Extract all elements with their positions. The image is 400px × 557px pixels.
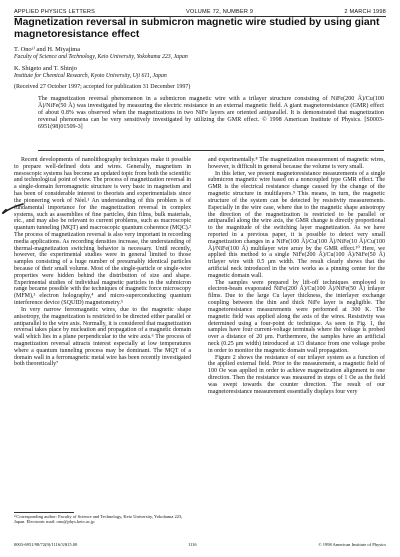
article-title: Magnetization reversal in submicron magnetic wire studied by using giant magnetoresistance effect (14, 17, 380, 41)
authors-first: T. Onoᵃ⁾ and H. Miyajima (14, 46, 81, 53)
page-number: 1116 (188, 542, 197, 547)
left-column (14, 157, 191, 368)
authors-second: K. Shigeto and T. Shinjo (14, 65, 77, 72)
right-column (208, 157, 385, 395)
right-paragraph-3: The samples were prepared by lift-off techniques employed to electron-beam evaporated NiFe(200 Å)/Cu(100 Å)/NiFe(50 Å) trilayer films. Due to the large Cu layer thickness, the interlayer exchange coupling between the thin and thick NiFe layer is negligible. The magnetoresistance measurements were performed at 300 K. The magnetic field was applied along the axis of the wires. Resistivity was determined using a four-point dc technique. As seen in Fig. 1, the samples have four current-voltage terminals where the voltage is probed over a distance of 20 μm. Furthermore, the samples have an artificial neck (0.25 μm width) introduced at 1/3 distance from one voltage probe in order to monitor the magnetic domain wall propagation. (208, 279, 385, 354)
left-paragraph-2: In very narrow ferromagnetic wires, due to the magnetic shape anisotropy, the magnetization is restricted to be directed either parallel or antiparallel to the wire axis. Normally, it is considered that magnetization reversal takes place by nucleation and propagation of a magnetic domain wall which lies in a plane perpendicular to the wire axis.⁶ The process of magnetization reversal attracts interest especially at low temperatures where a quantum tunneling process may be dominant. The MQT of a domain wall in a ferromagnetic metal wire has been recently investigated both theoretically⁷ (14, 306, 191, 368)
journal-name: APPLIED PHYSICS LETTERS (14, 9, 96, 15)
received-dates: (Received 27 October 1997; accepted for publication 31 December 1997) (14, 84, 191, 90)
article-code: 0003-6951/98/72(9)/1116/3/$15.00 (14, 542, 78, 547)
affiliation-second: Institute for Chemical Research, Kyoto University, Uji 611, Japan (14, 73, 167, 79)
corresponding-author-footnote: ᵃ⁾Corresponding author: Faculty of Science and Technology, Keio University, Yokohama 223, Japan. Electronic mail: ono@phys.keio.ac.jp (14, 514, 183, 525)
copyright: © 1998 American Institute of Physics (318, 542, 386, 547)
volume-number: VOLUME 72, NUMBER 9 (186, 9, 254, 15)
left-paragraph-1: Recent developments of nanolithography techniques make it possible to prepare well-defined dots and wires. Generally, magnetism in mesoscopic systems has become an updated topic from both the scientific and technological point of view. The process of magnetization reversal in a single-domain ferromagnetic structure is very basic in magnetism and has been of considerable interest to theorists and experimentalists since the pioneering work of Néel.¹ An understanding of this problem is of fundamental importance for the magnetization reversal in complex systems, such as assemblies of fine particles, thin films, bulk materials, etc., and may also be relevant to current problems, such as macroscopic quantum tunneling (MQT) and macroscopic quantum coherence (MQC).² The process of magnetization reversal is also very important in recording media applications. As recording densities increase, the understanding of thermal-magnetization switching behavior is necessary. Until recently, however, the experimental studies were in general limited to those samples consisting of a huge number of presumably identical particles because of their small volume. Most of the single-particle or single-wire properties were hidden behind the distribution of size and shape. Experimental studies of individual magnetic particles in the submicron range became possible with the techniques of magnetic force microscopy (MFM),³ electron holography,⁴ and micro-superconducting quantum interference device (SQUID) magnetometry.⁵ (14, 157, 191, 307)
pencil-mark-icon (1, 203, 27, 215)
abstract-rule (38, 150, 384, 151)
right-paragraph-2: In this letter, we present magnetoresistance measurements of a single submicron magnetic wire based on a noncoupled type GMR effect. The GMR is the electrical resistance change caused by the change of the magnetic structure in multilayers.⁹ This means, in turn, the magnetic structure of the system can be detected by resistivity measurements. Especially in the wire case, where due to the magnetic shape anisotropy the direction of the magnetization is restricted to be parallel or antiparallel along the wire axis, the GMR change is directly proportional to the magnitude of the switching layer magnetization. As we have reported in a previous paper, it is possible to detect very small magnetization changes in a NiFe(100 Å)/Cu(100 Å)/NiFe(10 Å)/Cu(100 Å)/NiFe(100 Å) multilayer wire array by the GMR effect.¹⁰ Here, we applied this method to a single NiFe(200 Å)/Cu(100 Å)/NiFe(50 Å) trilayer wire with 0.5 μm width. The result clearly shows that the artificial neck introduced in the wire works as a pinning center for the magnetic domain wall. (208, 170, 385, 279)
issue-date: 2 MARCH 1998 (344, 9, 386, 15)
affiliation-first: Faculty of Science and Technology, Keio University, Yokohama 223, Japan (14, 54, 188, 60)
right-paragraph-4: Figure 2 shows the resistance of our trilayer system as a function of the applied external field. Prior to the measurement, a magnetic field of 100 Oe was applied in order to achieve magnetization alignment in one direction. Then the resistance was measured in steps of 1 Oe as the field was swept towards the counter direction. The result of our magnetoresistance measurement essentially displays four very (208, 354, 385, 395)
footnote-rule (14, 512, 74, 513)
abstract: The magnetization reversal phenomenon in a submicron magnetic wire with a trilayer structure consisting of NiFe(200 Å)/Cu(100 Å)/NiFe(50 Å) was investigated by measuring the electric resistance in an external magnetic field. A giant magnetoresistance (GMR) effect of about 0.8% was observed when the magnetizations in two NiFe layers are oriented antiparallel. It is demonstrated that magnetization reversal phenomena can be very sensitively investigated by utilizing the GMR effect. © 1998 American Institute of Physics. [S0003-6951(98)01509-3] (38, 96, 384, 131)
right-paragraph-1: and experimentally.⁸ The magnetization measurement of magnetic wires, however, is difficult in general because the volume is very small. (208, 157, 385, 170)
